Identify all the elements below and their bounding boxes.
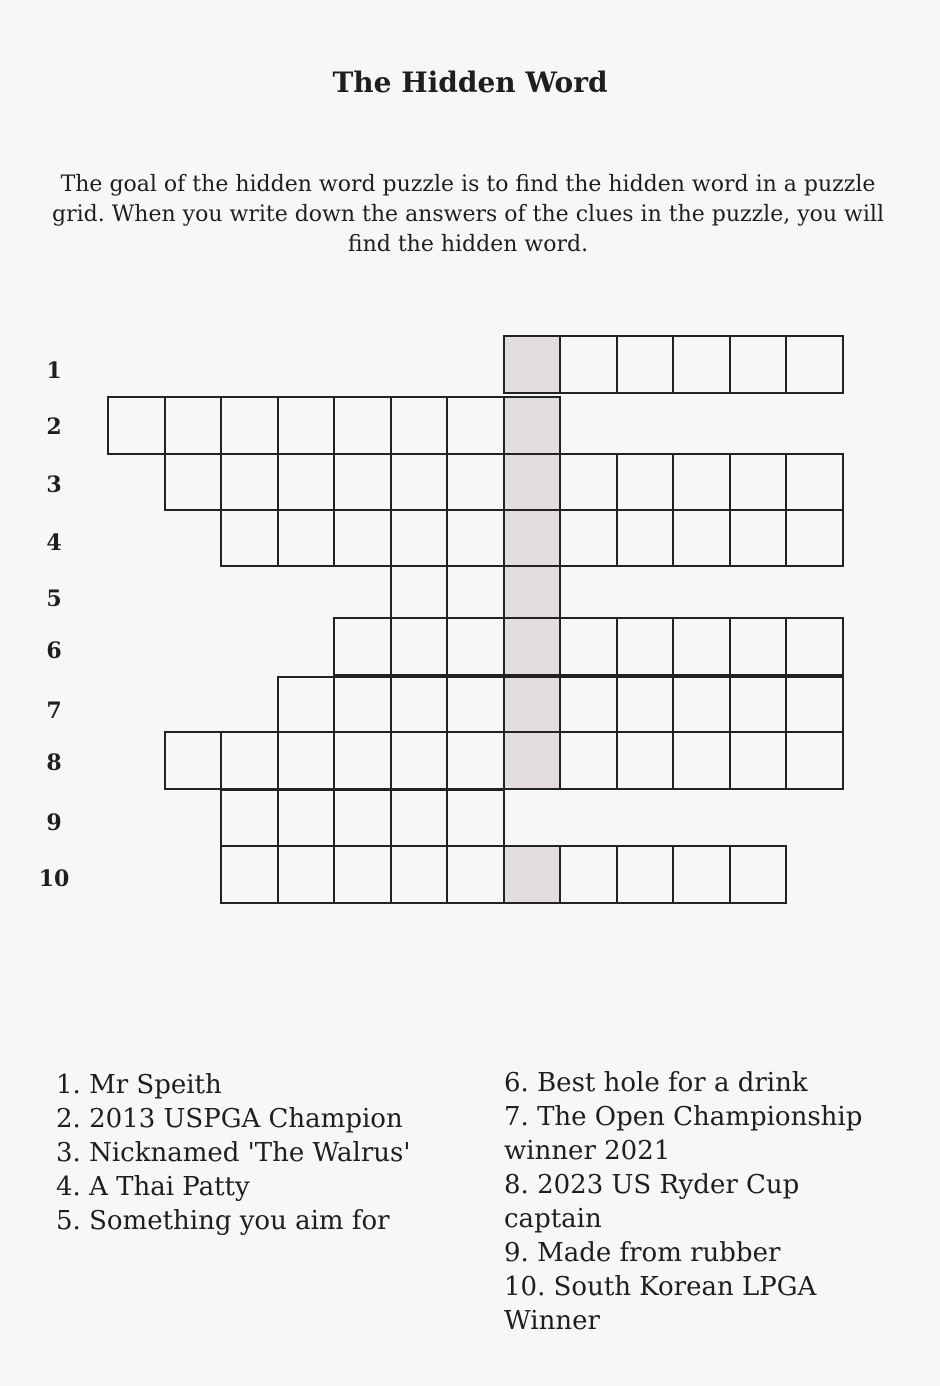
clue-item: 8. 2023 US Ryder Cup captain xyxy=(504,1170,808,1234)
clue-item: 1. Mr Speith xyxy=(56,1070,222,1100)
grid-cell[interactable] xyxy=(672,676,731,733)
clue-item: 10. South Korean LPGA Winner xyxy=(504,1272,825,1336)
grid-cell[interactable] xyxy=(220,731,279,790)
clue-item: 7. The Open Championship winner 2021 xyxy=(504,1102,871,1166)
grid-cell[interactable] xyxy=(333,789,392,847)
grid-cell[interactable] xyxy=(390,617,449,676)
grid-cell[interactable] xyxy=(333,731,392,790)
grid-cell[interactable] xyxy=(785,335,844,394)
hidden-word-cell[interactable] xyxy=(503,396,562,455)
clue-item: 9. Made from rubber xyxy=(504,1238,781,1268)
grid-cell[interactable] xyxy=(446,676,505,733)
grid-cell[interactable] xyxy=(559,731,618,790)
grid-cell[interactable] xyxy=(164,453,223,511)
row-number-label: 5 xyxy=(46,586,62,612)
grid-cell[interactable] xyxy=(220,396,279,455)
grid-cell[interactable] xyxy=(672,453,731,511)
grid-cell[interactable] xyxy=(616,845,675,904)
grid-cell[interactable] xyxy=(220,509,279,567)
grid-cell[interactable] xyxy=(729,731,788,790)
grid-cell[interactable] xyxy=(559,335,618,394)
grid-cell[interactable] xyxy=(277,845,336,904)
row-number-label: 1 xyxy=(46,358,62,384)
grid-cell[interactable] xyxy=(672,845,731,904)
grid-cell[interactable] xyxy=(390,789,449,847)
grid-cell[interactable] xyxy=(220,845,279,904)
grid-cell[interactable] xyxy=(616,335,675,394)
grid-cell[interactable] xyxy=(277,789,336,847)
grid-cell[interactable] xyxy=(729,453,788,511)
grid-cell[interactable] xyxy=(559,453,618,511)
row-number-label: 9 xyxy=(46,810,62,836)
grid-cell[interactable] xyxy=(785,509,844,567)
grid-cell[interactable] xyxy=(559,845,618,904)
grid-cell[interactable] xyxy=(785,676,844,733)
grid-cell[interactable] xyxy=(616,617,675,676)
grid-cell[interactable] xyxy=(729,335,788,394)
grid-cell[interactable] xyxy=(390,676,449,733)
grid-cell[interactable] xyxy=(333,453,392,511)
clue-list-right xyxy=(504,1066,894,1338)
grid-cell[interactable] xyxy=(446,453,505,511)
instructions-text: The goal of the hidden word puzzle is to find the hidden word in a puzzle grid. When you write down the answers of the clues in the puzzle, you will find the hidden word. xyxy=(51,172,884,257)
grid-cell[interactable] xyxy=(446,845,505,904)
grid-cell[interactable] xyxy=(390,453,449,511)
grid-cell[interactable] xyxy=(729,509,788,567)
grid-cell[interactable] xyxy=(390,731,449,790)
grid-cell[interactable] xyxy=(164,731,223,790)
grid-cell[interactable] xyxy=(446,731,505,790)
grid-cell[interactable] xyxy=(390,396,449,455)
hidden-word-cell[interactable] xyxy=(503,565,562,619)
grid-cell[interactable] xyxy=(277,509,336,567)
hidden-word-cell[interactable] xyxy=(503,845,562,904)
grid-cell[interactable] xyxy=(616,509,675,567)
grid-cell[interactable] xyxy=(277,453,336,511)
grid-cell[interactable] xyxy=(333,509,392,567)
grid-cell[interactable] xyxy=(164,396,223,455)
hidden-word-cell[interactable] xyxy=(503,731,562,790)
row-number-label: 2 xyxy=(46,414,62,440)
hidden-word-cell[interactable] xyxy=(503,335,562,394)
row-number-label: 8 xyxy=(46,750,62,776)
grid-cell[interactable] xyxy=(729,617,788,676)
grid-cell[interactable] xyxy=(785,617,844,676)
grid-cell[interactable] xyxy=(390,509,449,567)
grid-cell[interactable] xyxy=(446,617,505,676)
grid-cell[interactable] xyxy=(277,396,336,455)
grid-cell[interactable] xyxy=(277,731,336,790)
grid-cell[interactable] xyxy=(559,676,618,733)
clue-item: 3. Nicknamed 'The Walrus' xyxy=(56,1138,411,1168)
clue-list-left xyxy=(56,1068,476,1238)
grid-cell[interactable] xyxy=(672,509,731,567)
grid-cell[interactable] xyxy=(559,509,618,567)
grid-cell[interactable] xyxy=(729,676,788,733)
grid-cell[interactable] xyxy=(616,453,675,511)
grid-cell[interactable] xyxy=(390,845,449,904)
clue-item: 6. Best hole for a drink xyxy=(504,1068,808,1098)
row-number-label: 10 xyxy=(38,866,70,892)
grid-cell[interactable] xyxy=(616,676,675,733)
grid-cell[interactable] xyxy=(559,617,618,676)
grid-cell[interactable] xyxy=(333,617,392,676)
grid-cell[interactable] xyxy=(333,396,392,455)
grid-cell[interactable] xyxy=(333,845,392,904)
grid-cell[interactable] xyxy=(333,676,392,733)
grid-cell[interactable] xyxy=(390,565,449,619)
grid-cell[interactable] xyxy=(446,789,505,847)
grid-cell[interactable] xyxy=(729,845,788,904)
row-number-label: 7 xyxy=(46,698,62,724)
row-number-label: 4 xyxy=(46,530,62,556)
puzzle-title: The Hidden Word xyxy=(332,66,608,99)
hidden-word-cell[interactable] xyxy=(503,453,562,511)
clue-item: 5. Something you aim for xyxy=(56,1206,390,1236)
hidden-word-cell[interactable] xyxy=(503,617,562,676)
hidden-word-cell[interactable] xyxy=(503,676,562,733)
grid-cell[interactable] xyxy=(220,453,279,511)
grid-cell[interactable] xyxy=(446,565,505,619)
grid-cell[interactable] xyxy=(107,396,166,455)
grid-cell[interactable] xyxy=(672,335,731,394)
hidden-word-cell[interactable] xyxy=(503,509,562,567)
clue-item: 2. 2013 USPGA Champion xyxy=(56,1104,403,1134)
grid-cell[interactable] xyxy=(446,509,505,567)
grid-cell[interactable] xyxy=(277,676,336,733)
grid-cell[interactable] xyxy=(672,617,731,676)
grid-cell[interactable] xyxy=(785,453,844,511)
row-number-label: 3 xyxy=(46,472,62,498)
row-number-label: 6 xyxy=(46,638,62,664)
grid-cell[interactable] xyxy=(446,396,505,455)
clue-item: 4. A Thai Patty xyxy=(56,1172,250,1202)
grid-cell[interactable] xyxy=(220,789,279,847)
grid-cell[interactable] xyxy=(672,731,731,790)
grid-cell[interactable] xyxy=(616,731,675,790)
grid-cell[interactable] xyxy=(785,731,844,790)
